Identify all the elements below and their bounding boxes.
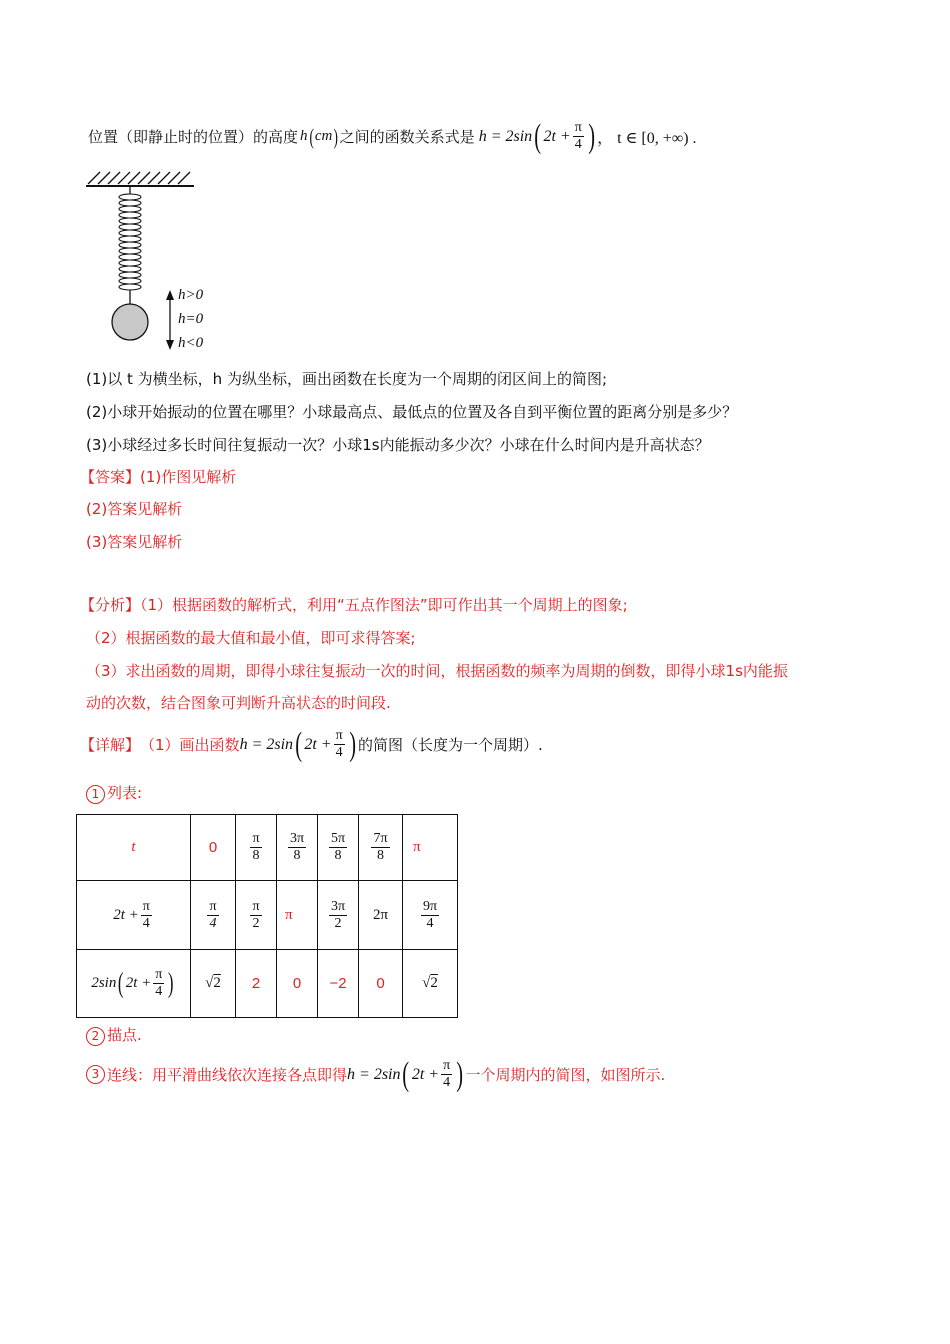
cell-t-3pi-8: $\frac{3\pi}{8}$ — [277, 815, 318, 881]
paren-left: ( — [295, 725, 303, 763]
fraction-pi-over-4 — [573, 120, 584, 153]
frac-den: 4 — [335, 745, 343, 760]
detail-line — [80, 725, 543, 763]
step-1 — [86, 782, 142, 804]
intro-formula-lhs: h = 2sin — [478, 127, 533, 145]
step-3-text-a: 连线：用平滑曲线依次连接各点即得 — [107, 1066, 348, 1084]
answer-text-1: (1)作图见解析 — [140, 468, 237, 486]
detail-tag: 【详解】 — [80, 736, 141, 754]
cell-angle-3pi-2: $\frac{3\pi}{2}$ — [318, 881, 359, 950]
cell-t-pi: π — [403, 815, 458, 881]
frac-den: 4 — [443, 1075, 451, 1090]
step-2-text: 描点. — [107, 1026, 142, 1044]
cell-angle-pi-2: $\frac{\pi}{2}$ — [236, 881, 277, 950]
paren-left: ( — [402, 1055, 410, 1093]
detail-lead: （1）画出函数 — [140, 736, 240, 754]
label-h-positive: h>0 — [178, 287, 204, 303]
intro-text-a: 位置（即静止时的位置）的高度 — [88, 128, 299, 146]
intro-line — [88, 117, 697, 155]
step-1-text: 列表: — [107, 784, 143, 802]
intro-cm: cm — [314, 128, 333, 144]
cell-value-0-a: 0 — [277, 950, 318, 1018]
spring-coils — [119, 194, 141, 290]
intro-domain: ， t ∈ [0, +∞) . — [597, 130, 697, 147]
step-3-inner: 2t + — [411, 1065, 440, 1083]
question-1: (1)以 t 为横坐标，h 为纵坐标，画出函数在长度为一个周期的闭区间上的简图; — [86, 370, 607, 388]
cell-t-5pi-8: $\frac{5\pi}{8}$ — [318, 815, 359, 881]
fraction-pi-over-4 — [441, 1058, 452, 1091]
paren-left: ( — [308, 123, 314, 149]
frac-num: π — [574, 120, 582, 135]
cell-value-neg2: −2 — [318, 950, 359, 1018]
frac-num: π — [335, 728, 343, 743]
cell-angle-9pi-4: $\frac{9\pi}{4}$ — [403, 881, 458, 950]
intro-text-b: 之间的函数关系式是 — [339, 128, 475, 146]
cell-value-0-b: 0 — [359, 950, 403, 1018]
cell-t-0: 0 — [191, 815, 236, 881]
question-2: (2)小球开始振动的位置在哪里？小球最高点、最低点的位置及各自到平衡位置的距离分别是多少？ — [86, 403, 738, 421]
analysis-tag: 【分析】 — [80, 596, 141, 614]
analysis-line-4: 动的次数，结合图象可判断升高状态的时间段. — [86, 694, 391, 712]
table-row-value — [77, 950, 458, 1018]
cell-angle-pi-4: $\frac{\pi}{4}$ — [191, 881, 236, 950]
intro-formula-inner: 2t + — [543, 127, 571, 145]
paren-right: ) — [348, 725, 356, 763]
row-label-value: 2sin( 2t + $\frac{\pi}{4}$ ) — [77, 950, 191, 1018]
analysis-line-2: （2）根据函数的最大值和最小值，即可求得答案; — [86, 629, 416, 647]
paren-right: ) — [588, 117, 595, 155]
detail-tail: 的简图（长度为一个周期）. — [358, 736, 543, 754]
ball — [112, 304, 148, 340]
fraction-pi-over-4 — [334, 728, 345, 761]
detail-formula: h = 2sin — [239, 735, 294, 753]
step-2 — [86, 1024, 142, 1046]
paren-right: ) — [456, 1055, 464, 1093]
answer-line-2: (2)答案见解析 — [86, 500, 183, 518]
step-3-text-b: 一个周期内的简图，如图所示. — [465, 1066, 666, 1084]
cell-angle-2pi: 2π — [359, 881, 403, 950]
circled-number-2: 2 — [86, 1027, 105, 1046]
row-label-t: t — [77, 815, 191, 881]
cell-value-sqrt2-end: √2 — [403, 950, 458, 1018]
ceiling-hatch — [88, 172, 190, 184]
intro-h: h — [300, 128, 308, 144]
cell-angle-pi: π — [277, 881, 318, 950]
answer-tag: 【答案】 — [80, 468, 141, 486]
paren-left: ( — [534, 117, 542, 155]
frac-num: π — [443, 1058, 451, 1073]
table-row-t — [77, 815, 458, 881]
frac-den: 4 — [574, 137, 582, 152]
analysis-line-1 — [80, 594, 628, 615]
analysis-text-1: （1）根据函数的解析式，利用“五点作图法”即可作出其一个周期上的图象; — [140, 596, 628, 614]
table-row-angle — [77, 881, 458, 950]
value-table — [76, 814, 458, 1018]
cell-t-pi-8: $\frac{\pi}{8}$ — [236, 815, 277, 881]
spring-figure — [84, 166, 224, 358]
circled-number-3: 3 — [86, 1065, 105, 1084]
cell-t-7pi-8: $\frac{7\pi}{8}$ — [359, 815, 403, 881]
step-3-formula: h = 2sin — [347, 1065, 401, 1083]
answer-line-1 — [80, 466, 237, 487]
label-h-zero: h=0 — [178, 311, 204, 327]
row-label-angle: 2t + $\frac{\pi}{4}$ — [77, 881, 191, 950]
paren-right: ) — [333, 123, 339, 149]
question-3: (3)小球经过多长时间往复振动一次？小球1s内能振动多少次？小球在什么时间内是升高状态？ — [86, 436, 710, 454]
label-h-negative: h<0 — [178, 335, 204, 351]
answer-line-3: (3)答案见解析 — [86, 533, 183, 551]
cell-value-2: 2 — [236, 950, 277, 1018]
detail-inner: 2t + — [304, 735, 332, 753]
cell-value-sqrt2-start: √2 — [191, 950, 236, 1018]
step-3 — [86, 1055, 666, 1093]
analysis-line-3: （3）求出函数的周期，即得小球往复振动一次的时间，根据函数的频率为周期的倒数，即得小球1s内能振 — [86, 662, 788, 680]
circled-number-1: 1 — [86, 785, 105, 804]
